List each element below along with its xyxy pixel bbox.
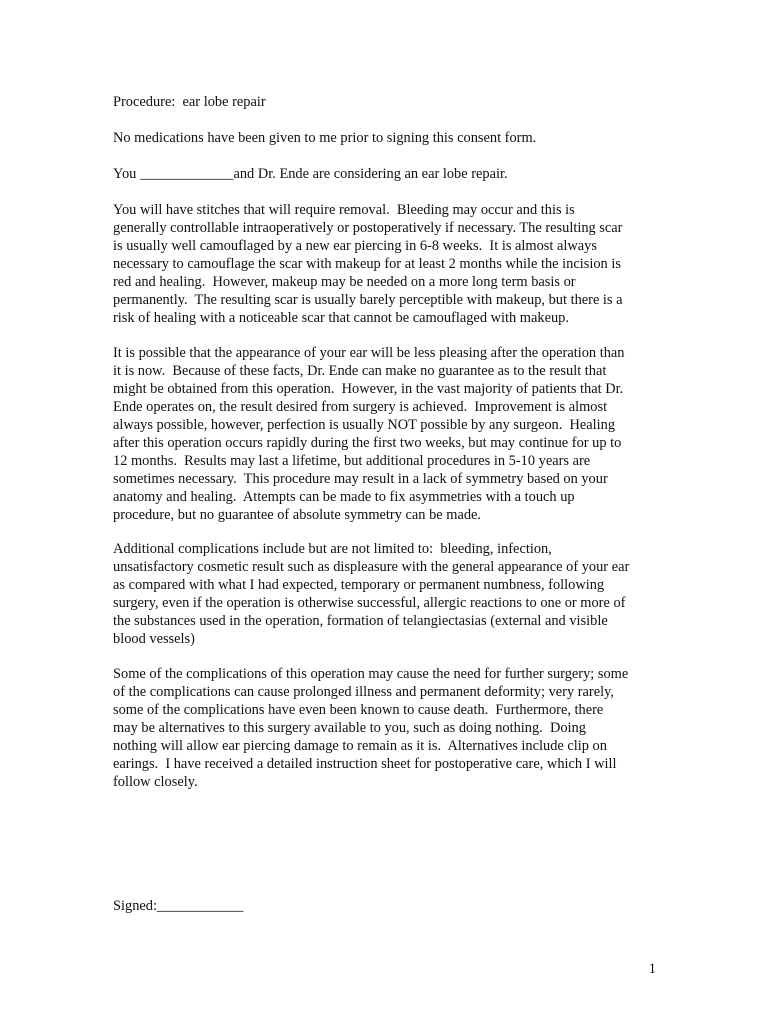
stitches-paragraph: You will have stitches that will require removal. Bleeding may occur and this is generally controllable intraoperatively or postoperatively if necessary. The resulting scar is usually well camouflaged by a new ear piercing in 6-8 weeks. It is almost always necessary to camouflage the scar with makeup for at least 2 months while the incision is red and healing. However, makeup may be needed on a more long term basis or permanently. The resulting scar is usually barely perceptible with makeup, but there is a risk of healing with a noticeable scar that cannot be camouflaged with makeup. bbox=[113, 202, 623, 326]
medications-statement: No medications have been given to me prior to signing this consent form. bbox=[113, 130, 537, 146]
procedure-line: Procedure: ear lobe repair bbox=[113, 94, 266, 110]
appearance-paragraph: It is possible that the appearance of your ear will be less pleasing after the operation than it is now. Because of these facts, Dr. Ende can make no guarantee as to the result that might be obtained from this operation. However, in the vast majority of patients that Dr. Ende operates on, the result desired from surgery is achieved. Improvement is almost always possible, however, perfection is usually NOT possible by any surgeon. Healing after this operation occurs rapidly during the first two weeks, but may continue for up to 12 months. Results may last a lifetime, but additional procedures in 5-10 years are sometimes necessary. This procedure may result in a lack of symmetry based on your anatomy and healing. Attempts can be made to fix asymmetries with a touch up procedure, but no guarantee of absolute symmetry can be made. bbox=[113, 345, 625, 523]
complications-paragraph: Some of the complications of this operation may cause the need for further surgery; some of the complications can cause prolonged illness and permanent deformity; very rarely, some of the complications have even been known to cause death. Furthermore, there may be alternatives to this surgery available to you, such as doing nothing. Doing nothing will allow ear piercing damage to remain as it is. Alternatives include clip on earings. I have received a detailed instruction sheet for postoperative care, which I will follow closely. bbox=[113, 666, 629, 790]
page-number: 1 bbox=[648, 961, 656, 977]
consent-intro: You _____________and Dr. Ende are considering an ear lobe repair. bbox=[113, 166, 508, 182]
signature-line: Signed:____________ bbox=[113, 898, 244, 914]
additional-complications-paragraph: Additional complications include but are not limited to: bleeding, infection, unsatisfactory cosmetic result such as displeasure with the general appearance of your ear as compared with what I had expected, temporary or permanent numbness, following surgery, even if the operation is otherwise successful, allergic reactions to one or more of the substances used in the operation, formation of telangiectasias (external and visible blood vessels) bbox=[113, 541, 630, 647]
